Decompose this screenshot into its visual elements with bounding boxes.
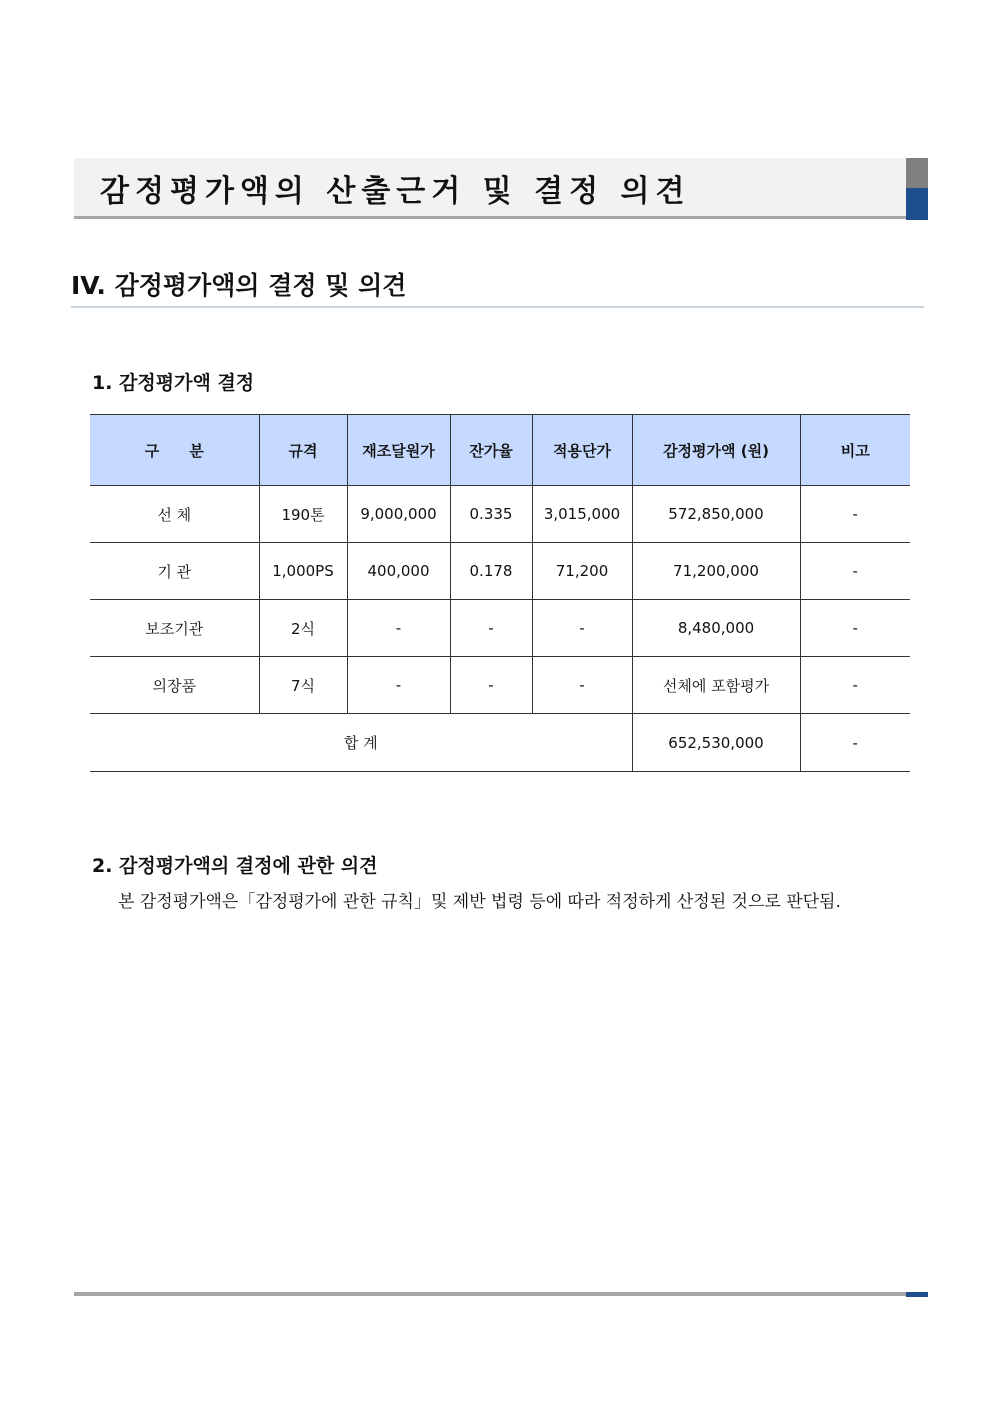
cell-residual-rate: - — [450, 600, 532, 657]
header-spec: 규격 — [259, 415, 347, 486]
cell-spec: 7식 — [259, 657, 347, 714]
cell-replacement-cost: 9,000,000 — [347, 486, 450, 543]
header-remarks: 비고 — [840, 441, 870, 460]
cell-appraised-value: 71,200,000 — [632, 543, 800, 600]
cell-remarks: - — [852, 505, 858, 523]
total-label: 합 계 — [90, 714, 632, 772]
header-replacement-cost: 재조달원가 — [347, 415, 450, 486]
header-accent-blue — [906, 188, 928, 220]
header-appraised-value: 감정평가액 (원) — [632, 415, 800, 486]
table-total-row — [90, 714, 910, 772]
cell-category: 의장품 — [90, 657, 259, 714]
cell-remarks: - — [852, 619, 858, 637]
chapter-title: 감정평가액의 산출근거 및 결정 의견 — [100, 174, 691, 209]
opinion-paragraph: 본 감정평가액은「감정평가에 관한 규칙」및 제반 법령 등에 따라 적정하게 산정된 것으로 판단됨. — [118, 892, 841, 912]
appraisal-table — [90, 414, 910, 772]
cell-residual-rate: - — [450, 657, 532, 714]
cell-category: 선 체 — [90, 486, 259, 543]
table-row — [90, 486, 910, 543]
cell-unit-price: - — [532, 600, 632, 657]
cell-replacement-cost: - — [347, 657, 450, 714]
cell-spec: 190톤 — [259, 486, 347, 543]
subsection-title-2: 2. 감정평가액의 결정에 관한 의견 — [92, 855, 378, 877]
cell-category: 기 관 — [90, 543, 259, 600]
chapter-header-band — [74, 158, 906, 219]
table-row — [90, 657, 910, 714]
footer-accent-blue — [906, 1292, 928, 1297]
table-row — [90, 600, 910, 657]
cell-remarks: - — [852, 562, 858, 580]
cell-spec: 1,000PS — [259, 543, 347, 600]
total-remarks: - — [852, 733, 858, 752]
cell-category: 보조기관 — [90, 600, 259, 657]
cell-appraised-value: 8,480,000 — [632, 600, 800, 657]
header-category: 구 분 — [90, 415, 259, 486]
header-residual-rate: 잔가율 — [450, 415, 532, 486]
header-accent-gray — [906, 158, 928, 188]
footer-rule — [74, 1292, 906, 1296]
cell-unit-price: 71,200 — [532, 543, 632, 600]
table-row — [90, 543, 910, 600]
cell-residual-rate: 0.178 — [450, 543, 532, 600]
total-value: 652,530,000 — [632, 714, 800, 772]
header-unit-price: 적용단가 — [532, 415, 632, 486]
cell-unit-price: 3,015,000 — [532, 486, 632, 543]
table-header-row — [90, 415, 910, 486]
cell-remarks: - — [852, 676, 858, 694]
cell-residual-rate: 0.335 — [450, 486, 532, 543]
cell-spec: 2식 — [259, 600, 347, 657]
cell-unit-price: - — [532, 657, 632, 714]
cell-replacement-cost: - — [347, 600, 450, 657]
cell-appraised-value: 572,850,000 — [632, 486, 800, 543]
subsection-title-1: 1. 감정평가액 결정 — [92, 372, 255, 394]
cell-appraised-value: 선체에 포함평가 — [632, 657, 800, 714]
cell-replacement-cost: 400,000 — [347, 543, 450, 600]
section-title: IV. 감정평가액의 결정 및 의견 — [71, 266, 924, 308]
